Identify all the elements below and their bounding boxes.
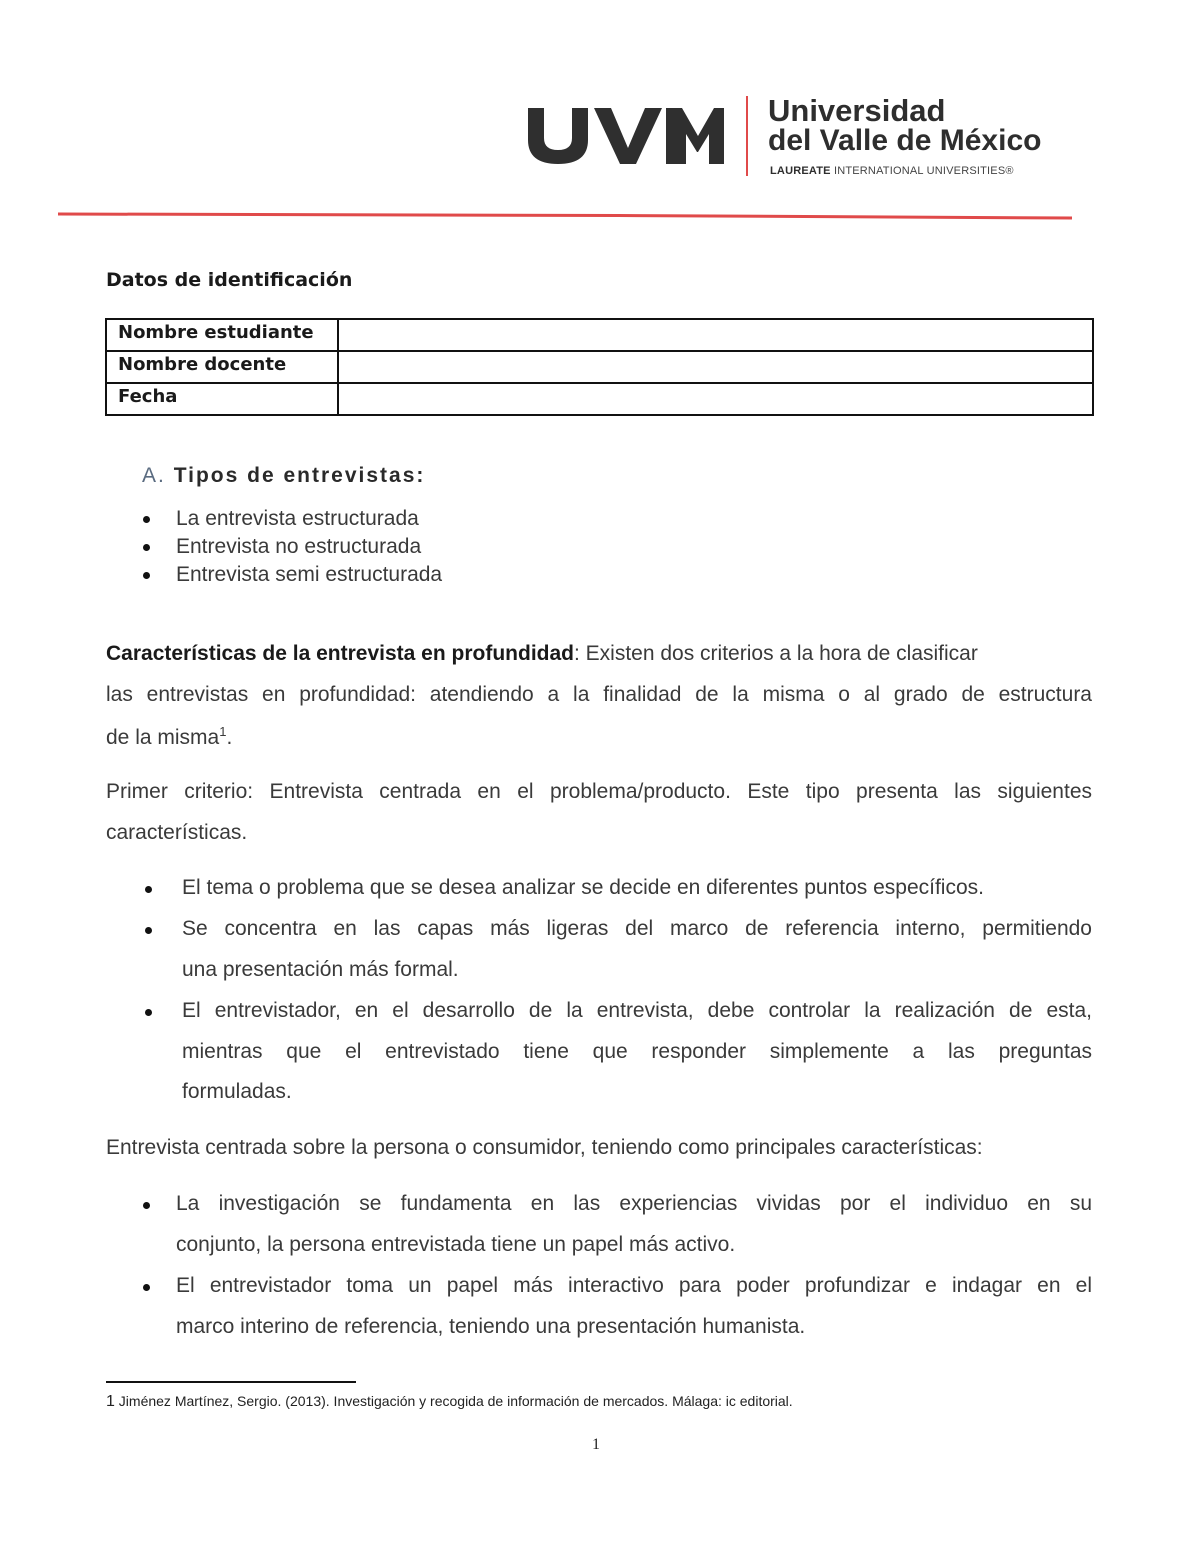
first-criterion-line-1: Primer criterio: Entrevista centrada en el problema/producto. Este tipo presenta las siguientes	[106, 780, 1092, 803]
list-item: Entrevista no estructurada	[176, 535, 422, 558]
bullet-icon	[145, 927, 152, 934]
section-a-heading	[142, 464, 425, 488]
bullet-icon	[143, 544, 150, 551]
footnote-number: 1	[106, 1393, 115, 1410]
bullet-icon	[145, 1009, 152, 1016]
table-row	[106, 351, 1093, 383]
list-item-continuation: mientras que el entrevistado tiene que responder simplemente a las preguntas	[182, 1040, 1092, 1063]
characteristics-end: de la misma	[106, 726, 220, 749]
university-name-line2: del Valle de México	[768, 124, 1042, 157]
page-number: 1	[592, 1436, 600, 1453]
list-item: Entrevista semi estructurada	[176, 563, 443, 586]
tagline-rest: INTERNATIONAL UNIVERSITIES®	[833, 165, 1014, 177]
list-item: El entrevistador toma un papel más interactivo para poder profundizar e indagar en el	[176, 1274, 1092, 1297]
characteristics-line-1	[106, 642, 1092, 666]
bullet-icon	[143, 516, 150, 523]
section-title: Tipos de entrevistas:	[173, 464, 426, 487]
list-item: El entrevistador, en el desarrollo de la entrevista, debe controlar la realización de esta,	[182, 999, 1092, 1022]
characteristics-line-2: las entrevistas en profundidad: atendiendo a la finalidad de la misma o al grado de estructura	[106, 683, 1092, 706]
bullet-icon	[143, 1284, 150, 1291]
list-item: La investigación se fundamenta en las experiencias vividas por el individuo en su	[176, 1192, 1092, 1215]
list-item-continuation: conjunto, la persona entrevistada tiene un papel más activo.	[176, 1233, 736, 1256]
row-label-teacher: Nombre docente	[106, 351, 338, 383]
list-item-continuation: formuladas.	[182, 1080, 292, 1103]
university-name-line1: Universidad	[768, 93, 946, 128]
list-item: El tema o problema que se desea analizar se decide en diferentes puntos específicos.	[182, 876, 984, 899]
second-criterion-intro: Entrevista centrada sobre la persona o consumidor, teniendo como principales características:	[106, 1136, 983, 1159]
section-letter: A.	[142, 464, 166, 487]
uvm-logo-mark	[526, 104, 726, 166]
characteristics-line-3	[106, 724, 232, 750]
list-item-continuation: una presentación más formal.	[182, 958, 459, 981]
table-row	[106, 319, 1093, 351]
header-red-rule	[58, 212, 1072, 220]
laureate-tagline	[770, 165, 1014, 177]
date-field[interactable]	[338, 383, 1093, 415]
footnote-text: Jiménez Martínez, Sergio. (2013). Investigación y recogida de información de mercados. Málaga: ic editorial.	[118, 1393, 793, 1409]
first-criterion-line-2: características.	[106, 821, 248, 844]
bullet-icon	[145, 886, 152, 893]
bullet-icon	[143, 572, 150, 579]
student-name-field[interactable]	[338, 319, 1093, 351]
row-label-student: Nombre estudiante	[106, 319, 338, 351]
list-item: La entrevista estructurada	[176, 507, 419, 530]
bullet-icon	[143, 1202, 150, 1209]
footnote-ref[interactable]: 1	[219, 724, 227, 739]
characteristics-text: : Existen dos criterios a la hora de clasificar	[574, 642, 978, 665]
identification-title: Datos de identificación	[106, 269, 353, 291]
footnote	[106, 1393, 793, 1411]
tagline-bold: LAUREATE	[770, 165, 831, 177]
list-item: Se concentra en las capas más ligeras del marco de referencia interno, permitiendo	[182, 917, 1092, 940]
characteristics-bold-lead: Características de la entrevista en profundidad	[106, 642, 574, 665]
logo-divider	[746, 96, 748, 176]
list-item-continuation: marco interino de referencia, teniendo una presentación humanista.	[176, 1315, 806, 1338]
footnote-separator	[106, 1381, 356, 1383]
teacher-name-field[interactable]	[338, 351, 1093, 383]
row-label-date: Fecha	[106, 383, 338, 415]
table-row	[106, 383, 1093, 415]
identification-table	[105, 318, 1094, 416]
characteristics-period: .	[226, 726, 233, 749]
